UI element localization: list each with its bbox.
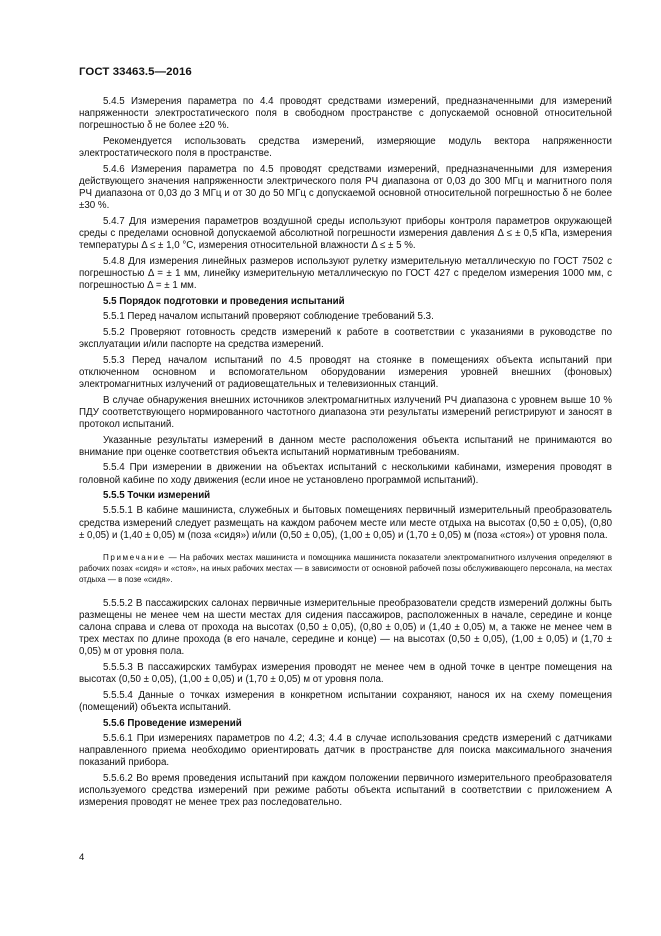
document-header: ГОСТ 33463.5—2016	[79, 66, 192, 78]
section-heading-5-5-5: 5.5.5 Точки измерений	[103, 490, 211, 502]
paragraph-5-5-5-2: 5.5.5.2 В пассажирских салонах первичные измерительные преобразователи средств измерений должны быть размещены не менее чем на шести местах для сидения пассажиров, расположенных в начале, середине и конце салона справа и слева от прохода на высотах (0,50 ± 0,05), (0,80 ± 0,05) и (1,40 ± 0,05) м, а также не менее чем в трех местах по длине прохода (в его начале, середине и конце) — на высотах (0,50 ± 0,05), (1,00 ± 0,05) и (1,70 ± 0,05) м от уровня пола.	[79, 597, 612, 658]
paragraph-5-4-7: 5.4.7 Для измерения параметров воздушной среды используют приборы контроля параметров окружающей среды с пределами основной допускаемой абсолютной погрешности измерения давления Δ ≤ ± 0,5 кПа, измерения температуры Δ ≤ ± 1,0 °С, измерения относительной влажности Δ ≤ ± 5 %.	[79, 216, 612, 252]
paragraph-5-5-6-1: 5.5.6.1 При измерениях параметров по 4.2; 4.3; 4.4 в случае использования средств измерений с датчиками направленного приема необходимо ориентировать датчик в пространстве для поиска максимального значения показаний прибора.	[79, 732, 612, 769]
note	[79, 552, 612, 586]
paragraph-results-ignored: Указанные результаты измерений в данном месте расположения объекта испытаний не принимаются во внимание при оценке соответствия объекта испытаний нормативным требованиям.	[79, 434, 612, 458]
note-text: — На рабочих местах машиниста и помощника машиниста показатели электромагнитного излучения определяют в рабочих позах «сидя» и «стоя», на иных рабочих местах — в зависимости от основной рабочей позы обслуживающего персонала, на местах отдыха — в позе «сидя».	[79, 553, 612, 585]
paragraph-5-5-5-3: 5.5.5.3 В пассажирских тамбурах измерения проводят не менее чем в одной точке в центре помещения на высотах (0,50 ± 0,05), (1,00 ± 0,05) и (1,70 ± 0,05) м от уровня пола.	[79, 662, 612, 686]
paragraph-5-5-1: 5.5.1 Перед началом испытаний проверяют соблюдение требований 5.3.	[103, 311, 434, 323]
paragraph-5-4-6: 5.4.6 Измерения параметра по 4.5 проводят средствами измерений, предназначенными для измерения действующего значения напряженности электрического поля РЧ диапазона от 0,03 до 300 МГц и магнитного поля РЧ диапазона от 0,03 до 3 МГц и от 30 до 50 МГц с допускаемой основной относительной погрешностью δ не более ±30 %.	[79, 163, 612, 212]
document-body	[79, 96, 612, 813]
paragraph-5-5-5-4: 5.5.5.4 Данные о точках измерения в конкретном испытании сохраняют, нанося их на схему помещения (помещений) объекта испытаний.	[79, 689, 612, 714]
paragraph-5-4-8: 5.4.8 Для измерения линейных размеров используют рулетку измерительную металлическую по ГОСТ 7502 с погрешностью Δ = ± 1 мм, линейку измерительную металлическую по ГОСТ 427 с пределом измерения 1000 мм, с погрешностью Δ = ± 1 мм.	[79, 256, 612, 292]
paragraph-5-4-5: 5.4.5 Измерения параметра по 4.4 проводят средствами измерений, предназначенными для измерений напряженности электростатического поля в свободном пространстве с допускаемой основной относительной погрешностью δ не более ±20 %.	[79, 96, 612, 132]
paragraph-recommendation: Рекомендуется использовать средства измерений, измеряющие модуль вектора напряженности электростатического поля в пространстве.	[79, 136, 612, 160]
paragraph-5-5-4: 5.5.4 При измерении в движении на объектах испытаний с несколькими кабинами, измерения проводят в головной кабине по ходу движения (если иное не установлено программой испытаний).	[79, 462, 612, 486]
paragraph-external-sources: В случае обнаружения внешних источников электромагнитных излучений РЧ диапазона с уровнем выше 10 % ПДУ соответствующего нормированного частотного диапазона эти результаты измерений регистрируют и заносят в протокол испытаний.	[79, 394, 612, 430]
paragraph-5-5-3: 5.5.3 Перед началом испытаний по 4.5 проводят на стоянке в помещениях объекта испытаний при отключенном основном и вспомогательном оборудовании измерения уровней внешних (фоновых) электромагнитных излучений от радиовещательных и телевизионных станций.	[79, 354, 612, 390]
paragraph-5-5-2: 5.5.2 Проверяют готовность средств измерений к работе в соответствии с указаниями в руководстве по эксплуатации и/или паспорте на средства измерений.	[79, 326, 612, 350]
paragraph-5-5-5-1: 5.5.5.1 В кабине машиниста, служебных и бытовых помещениях первичный измерительный преобразователь средства измерений следует размещать на каждом рабочем месте или месте отдыха на высотах (0,50 ± 0,05), (0,80 ± 0,05) и (1,40 ± 0,05) м (поза «сидя») и/или (0,50 ± 0,05), (1,00 ± 0,05) и (1,70 ± 0,05) м (поза «стоя») от уровня пола.	[79, 505, 612, 541]
section-heading-5-5: 5.5 Порядок подготовки и проведения испытаний	[103, 296, 345, 307]
note-label: Примечание	[103, 553, 166, 562]
section-heading-5-5-6: 5.5.6 Проведение измерений	[103, 717, 242, 729]
page-number: 4	[79, 852, 85, 863]
paragraph-5-5-6-2: 5.5.6.2 Во время проведения испытаний при каждом положении первичного измерительного преобразователя используемого средства измерений при режиме работы объекта испытаний в соответствии с приложением А измерения проводят не менее трех раз последовательно.	[79, 772, 612, 809]
